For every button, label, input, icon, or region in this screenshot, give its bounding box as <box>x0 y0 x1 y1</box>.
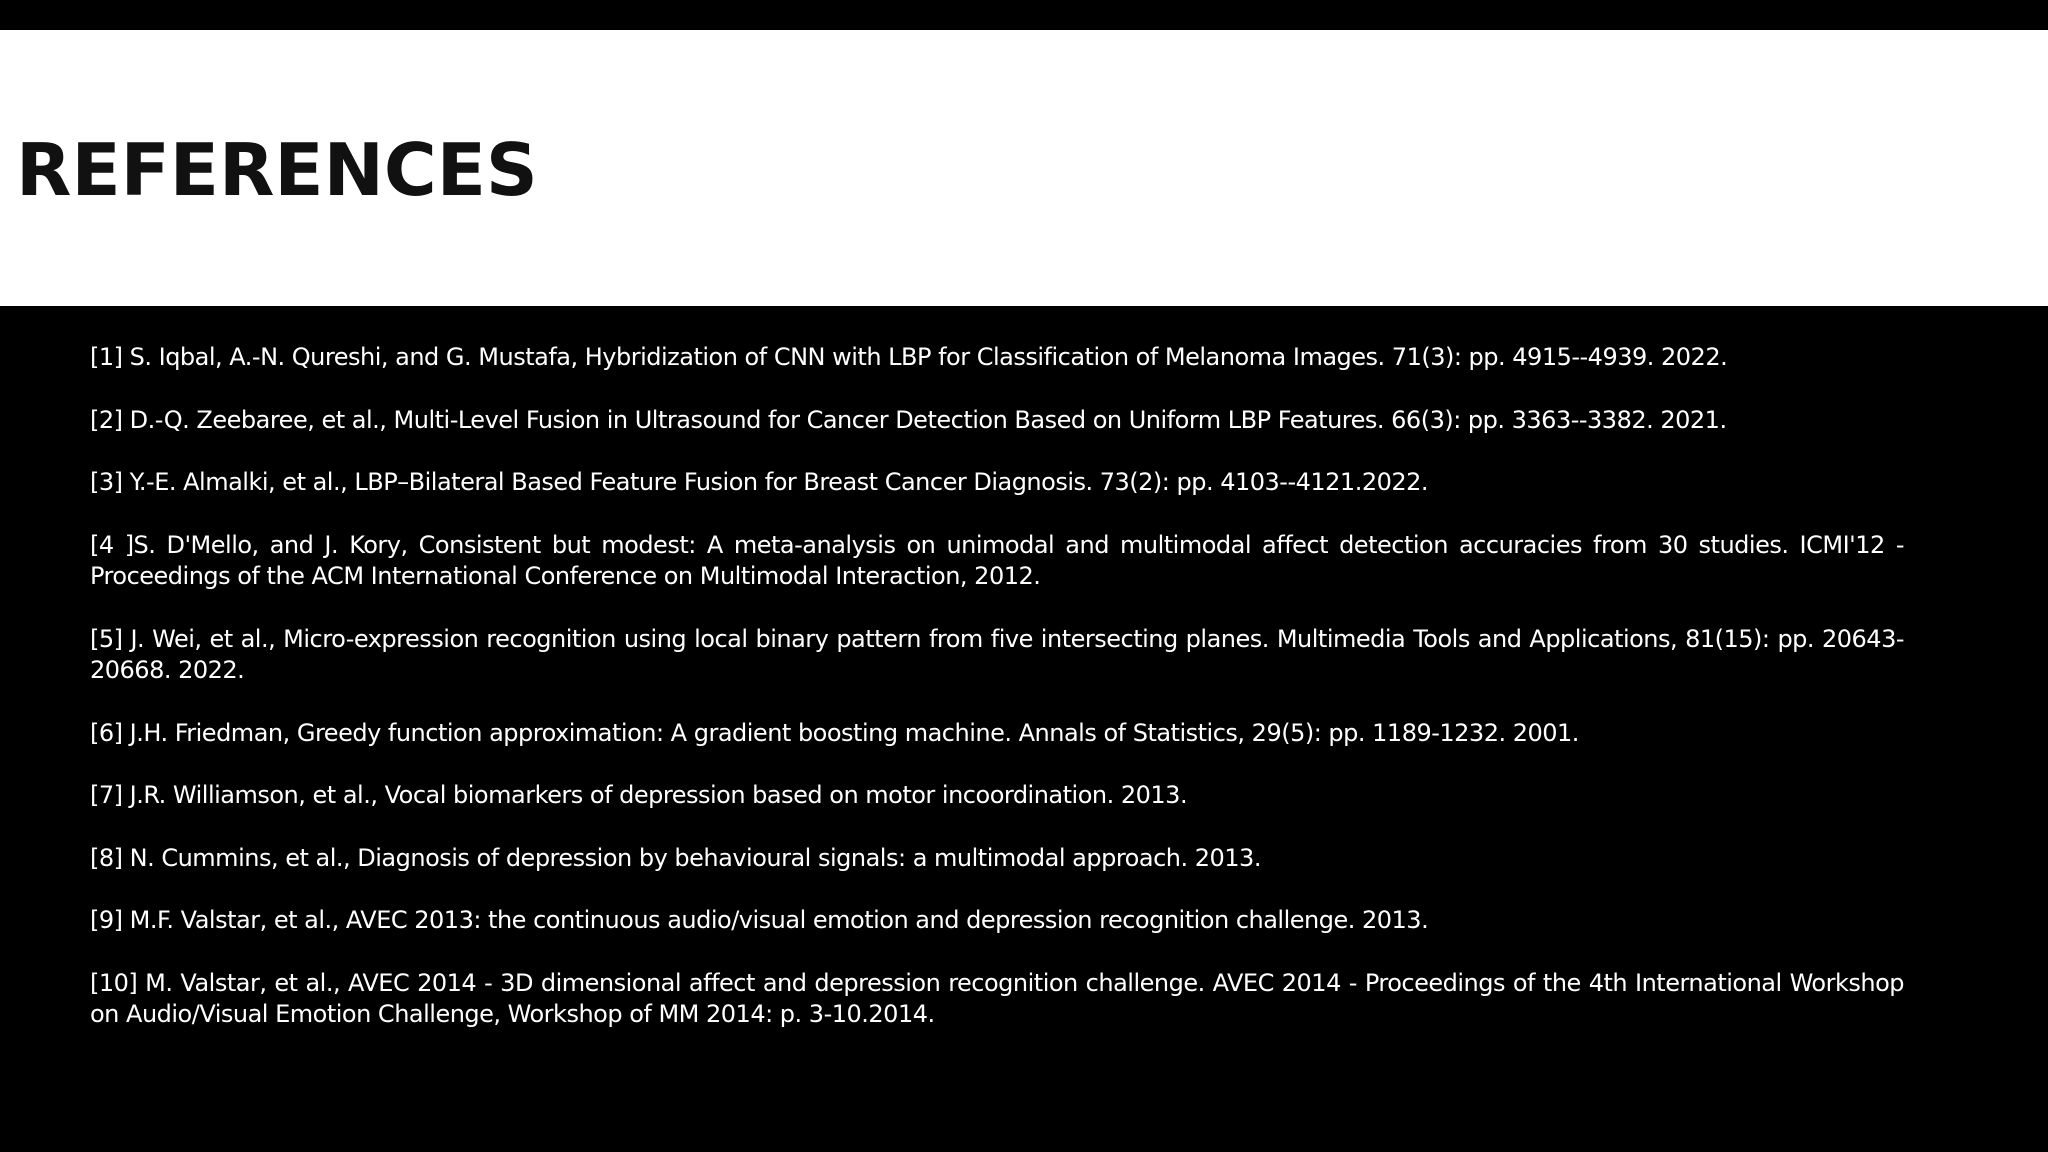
reference-list <box>90 342 1904 1062</box>
reference-item-10: [10] M. Valstar, et al., AVEC 2014 - 3D dimensional affect and depression recognition challenge. AVEC 2014 - Proceedings of the 4th International Workshop on Audio/Visual Emotion Challenge, Workshop of MM 2014: p. 3-10.2014. <box>90 968 1904 1028</box>
reference-item-1: [1] S. Iqbal, A.-N. Qureshi, and G. Mustafa, Hybridization of CNN with LBP for Classification of Melanoma Images. 71(3): pp. 4915--4939. 2022. <box>90 343 1728 371</box>
reference-item-9: [9] M.F. Valstar, et al., AVEC 2013: the continuous audio/visual emotion and depression recognition challenge. 2013. <box>90 906 1429 934</box>
reference-item-3: [3] Y.-E. Almalki, et al., LBP–Bilateral Based Feature Fusion for Breast Cancer Diagnosis. 73(2): pp. 4103--4121.2022. <box>90 468 1429 496</box>
reference-item-2: [2] D.-Q. Zeebaree, et al., Multi-Level Fusion in Ultrasound for Cancer Detection Based on Uniform LBP Features. 66(3): pp. 3363--3382. 2021. <box>90 405 1727 434</box>
reference-item-8: [8] N. Cummins, et al., Diagnosis of depression by behavioural signals: a multimodal approach. 2013. <box>90 843 1261 872</box>
reference-item-7: [7] J.R. Williamson, et al., Vocal biomarkers of depression based on motor incoordination. 2013. <box>90 781 1188 809</box>
reference-item-4: [4 ]S. D'Mello, and J. Kory, Consistent but modest: A meta-analysis on unimodal and multimodal affect detection accuracies from 30 studies. ICMI'12 - Proceedings of the ACM International Conference on Multimodal Interaction, 2012. <box>90 530 1904 590</box>
page-title: REFERENCES <box>16 128 538 212</box>
reference-item-6: [6] J.H. Friedman, Greedy function approximation: A gradient boosting machine. Annals of Statistics, 29(5): pp. 1189-1232. 2001. <box>90 718 1579 747</box>
reference-item-5: [5] J. Wei, et al., Micro-expression recognition using local binary pattern from five intersecting planes. Multimedia Tools and Applications, 81(15): pp. 20643-20668. 2022. <box>90 624 1904 684</box>
